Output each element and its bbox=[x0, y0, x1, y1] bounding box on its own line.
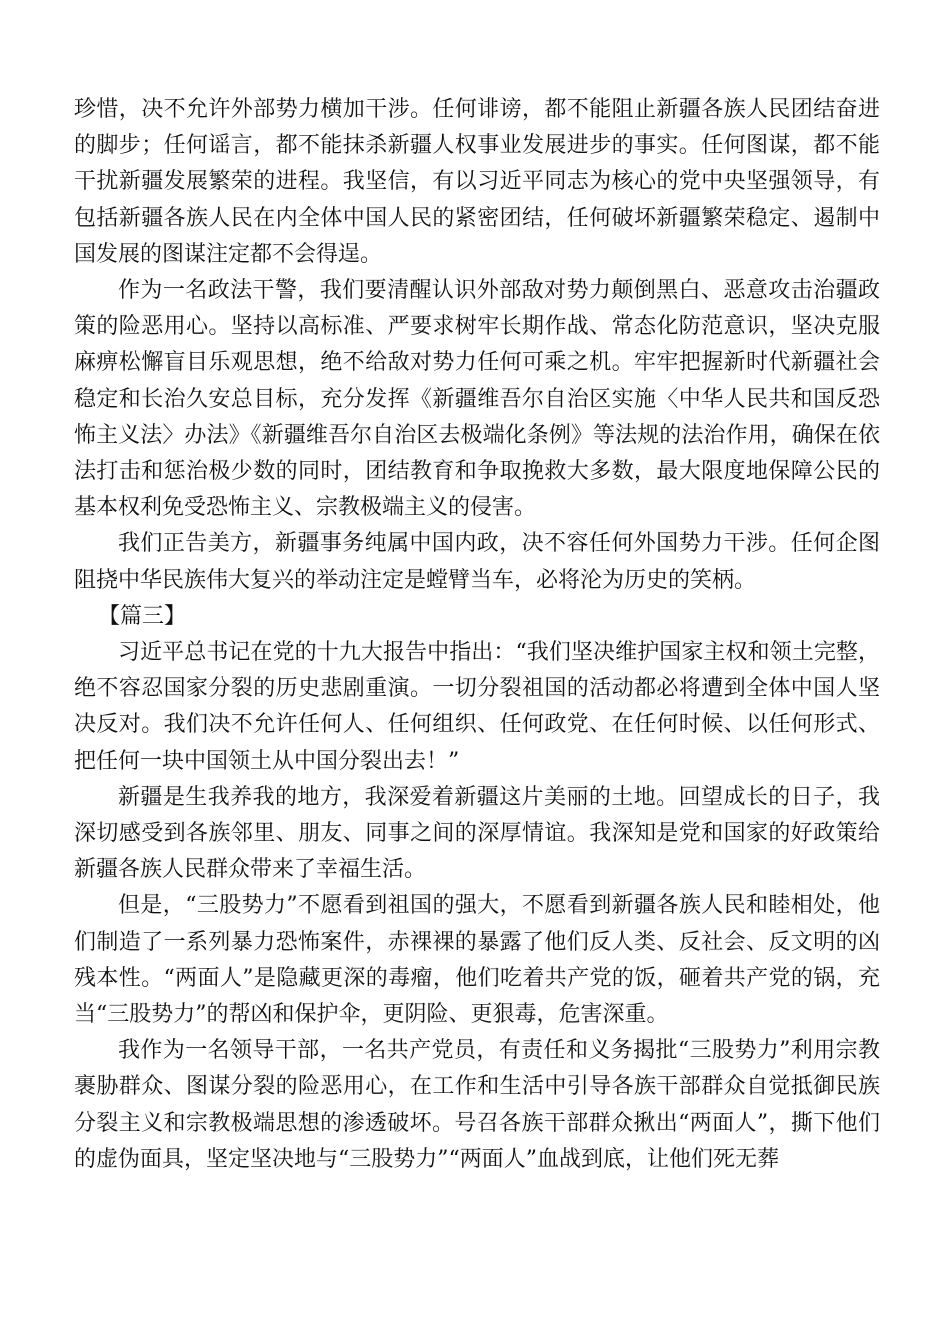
paragraph: 我作为一名领导干部，一名共产党员，有责任和义务揭批“三股势力”利用宗教裹胁群众、图谋分裂的险恶用心，在工作和生活中引导各族干部群众自觉抵御民族分裂主义和宗教极端思想的渗透破坏。号召各族干部群众揪出“两面人”，撕下他们的虚伪面具，坚定坚决地与“三股势力”“两面人”血战到底，让他们死无葬 bbox=[74, 1038, 880, 1172]
document-page bbox=[74, 92, 880, 1178]
paragraph: 作为一名政法干警，我们要清醒认识外部敌对势力颠倒黑白、恶意攻击治疆政策的险恶用心。坚持以高标准、严要求树牢长期作战、常态化防范意识，坚决克服麻痹松懈盲目乐观思想，绝不给敌对势力任何可乘之机。牢牢把握新时代新疆社会稳定和长治久安总目标，充分发挥《新疆维吾尔自治区实施〈中华人民共和国反恐怖主义法〉办法》《新疆维吾尔自治区去极端化条例》等法规的法治作用，确保在依法打击和惩治极少数的同时，团结教育和争取挽救大多数，最大限度地保障公民的基本权利免受恐怖主义、宗教极端主义的侵害。 bbox=[74, 278, 880, 521]
paragraph-continued: 珍惜，决不允许外部势力横加干涉。任何诽谤，都不能阻止新疆各族人民团结奋进的脚步；任何谣言，都不能抹杀新疆人权事业发展进步的事实。任何图谋，都不能干扰新疆发展繁荣的进程。我坚信，有以习近平同志为核心的党中央坚强领导，有包括新疆各族人民在内全体中国人民的紧密团结，任何破坏新疆繁荣稳定、遏制中国发展的图谋注定都不会得逞。 bbox=[74, 97, 880, 267]
paragraph: 但是，“三股势力”不愿看到祖国的强大，不愿看到新疆各族人民和睦相处，他们制造了一系列暴力恐怖案件，赤裸裸的暴露了他们反人类、反社会、反文明的凶残本性。“两面人”是隐藏更深的毒瘤，他们吃着共产党的饭，砸着共产党的锅，充当“三股势力”的帮凶和保护伞，更阴险、更狠毒，危害深重。 bbox=[74, 893, 880, 1028]
paragraph: 新疆是生我养我的地方，我深爱着新疆这片美丽的土地。回望成长的日子，我深切感受到各族邻里、朋友、同事之间的深厚情谊。我深知是党和国家的好政策给新疆各族人民群众带来了幸福生活。 bbox=[74, 784, 880, 883]
paragraph: 习近平总书记在党的十九大报告中指出：“我们坚决维护国家主权和领土完整，绝不容忍国家分裂的历史悲剧重演。一切分裂祖国的活动都必将遭到全体中国人坚决反对。我们决不允许任何人、任何组织、任何政党、在任何时候、以任何形式、把任何一块中国领土从中国分裂出去！” bbox=[74, 640, 880, 774]
section-heading: 【篇三】 bbox=[98, 603, 187, 629]
paragraph: 我们正告美方，新疆事务纯属中国内政，决不容任何外国势力干涉。任何企图阻挠中华民族伟大复兴的举动注定是螳臂当车，必将沦为历史的笑柄。 bbox=[74, 531, 880, 593]
